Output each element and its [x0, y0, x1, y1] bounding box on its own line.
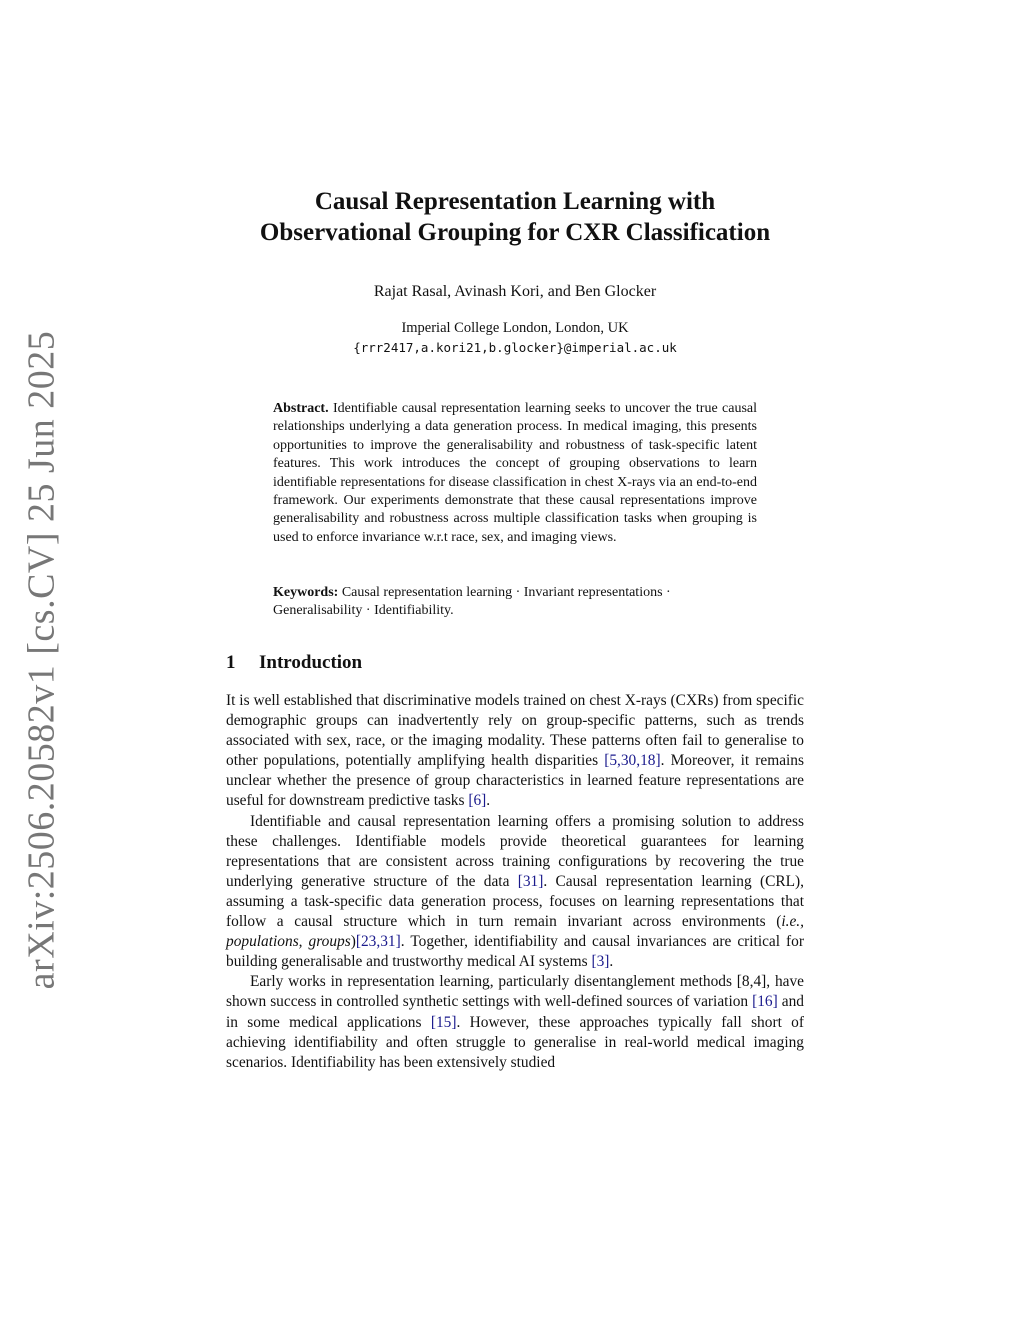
- section-title: Introduction: [259, 652, 363, 673]
- paragraph-2: [226, 812, 804, 973]
- citation-link[interactable]: [31]: [517, 872, 544, 890]
- paragraph-3: [226, 972, 804, 1072]
- text-run: , have shown success in controlled synthetic settings with well-defined sources of variation: [226, 973, 805, 1011]
- text-run: . However, these approaches typically fall short of achieving identifiability and often struggle to generalise in real-world medical imaging scenarios. Identifiability has been extensively studied: [226, 1013, 804, 1071]
- section-body: [226, 691, 804, 1073]
- text-run: .: [486, 792, 491, 810]
- citation-link[interactable]: [5,30,18]: [604, 752, 661, 770]
- abstract: [273, 400, 757, 547]
- text-run: ): [350, 933, 356, 951]
- text-run: . Causal representation learning (CRL), assuming a task-specific data generation process, focuses on learning representations that follow a causal structure which in turn remain invariant across environments (: [226, 872, 804, 931]
- author-emails: {rrr2417,a.kori21,b.glocker}@imperial.ac.uk: [353, 340, 677, 355]
- paragraph-1: [226, 691, 804, 812]
- text-run: Identifiable and causal representation learning offers a promising solution to address these challenges. Identifiable models provide theoretical guarantees for learning representations that are consistent across training configurations by recovering the true underlying generative structure of the data: [226, 812, 804, 890]
- title-line-2: Observational Grouping for CXR Classification: [259, 219, 771, 246]
- text-run: . Moreover, it remains unclear whether the presence of group characteristics in learned feature representations are useful for downstream predictive tasks: [226, 752, 804, 810]
- institution: Imperial College London, London, UK: [401, 320, 629, 336]
- citation-link[interactable]: [15]: [430, 1013, 457, 1031]
- text-run: Early works in representation learning, particularly disentanglement methods [8,4]: [250, 973, 767, 991]
- text-run: and in some medical applications: [226, 993, 804, 1031]
- keywords-text: Causal representation learning · Invariant representations · Generalisability · Identifiability.: [273, 585, 671, 619]
- title-line-1: Causal Representation Learning with: [314, 188, 716, 215]
- arxiv-identifier: arXiv:2506.20582v1 [cs.CV] 25 Jun 2025: [20, 330, 62, 990]
- text-run: .: [609, 953, 614, 971]
- paper-title: [226, 186, 804, 248]
- keywords-label: Keywords:: [273, 585, 339, 600]
- arxiv-sidebar: [14, 330, 68, 990]
- author-list: Rajat Rasal, Avinash Kori, and Ben Glocker: [373, 283, 657, 300]
- italic-text: i.e., populations, groups: [226, 913, 804, 951]
- abstract-label: Abstract.: [273, 401, 329, 416]
- abstract-text: Identifiable causal representation learning seeks to uncover the true causal relationships underlying a data generation process. In medical imaging, this presents opportunities to improve the generalisability and robustness of task-specific latent features. This work introduces the concept of grouping observations to learn identifiable representations for disease classification in chest X-rays via an end-to-end framework. Our experiments demonstrate that these causal representations improve generalisability and robustness across multiple classification tasks when grouping is used to enforce invariance w.r.t race, sex, and imaging views.: [273, 401, 757, 545]
- citation-link[interactable]: [16]: [752, 993, 778, 1011]
- text-run: . Together, identifiability and causal invariances are critical for building generalisable and trustworthy medical AI systems: [226, 933, 804, 971]
- citation-link[interactable]: [6]: [468, 792, 487, 810]
- section-heading: [226, 652, 362, 674]
- text-run: It is well established that discriminative models trained on chest X-rays (CXRs) from specific demographic groups can inadvertently rely on group-specific patterns, such as trends associated with sex, race, or the imaging modality. These patterns often fail to generalise to other populations, potentially amplifying health disparities: [226, 692, 804, 770]
- affiliation-block: [226, 318, 804, 358]
- citation-link[interactable]: [23,31]: [355, 933, 401, 951]
- section-number: 1: [226, 652, 236, 673]
- citation-link[interactable]: [3]: [591, 953, 610, 971]
- keywords: [273, 584, 757, 621]
